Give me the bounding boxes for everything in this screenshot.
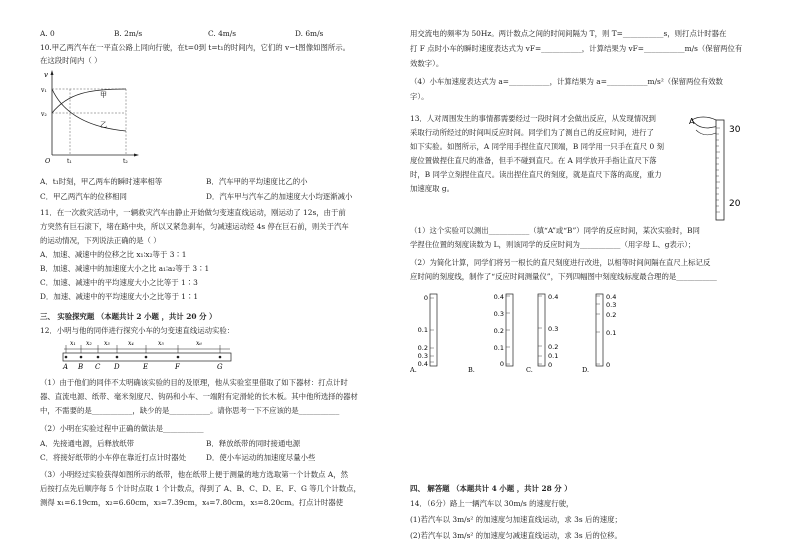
ruler-a-tick-4: 0.4: [417, 360, 428, 368]
section3-title: 三、 实验探究题 （本题共计 2 小题 ，共计 20 分 ）: [40, 312, 217, 321]
tape-dot-c: [97, 356, 100, 359]
q10-line2: 在这段时间内（ ）: [40, 56, 102, 65]
ruler-a-tick-3: 0.3: [417, 352, 428, 360]
q12-part3-line3: 测得 x₁=6.19cm，x₂=6.60cm，x₃=7.39cm，x₄=7.80cm，x₅=8.20cm。打点计时器使: [40, 498, 344, 507]
q9-option-c: C. 4m/s: [208, 29, 237, 38]
vt-graph: [40, 67, 140, 165]
ruler-d-tick-3: 0.1: [606, 329, 617, 337]
vt-y-arrow-icon: [51, 70, 54, 75]
ruler-hand-figure: [688, 114, 750, 224]
tape-seg-x6: x₆: [196, 340, 202, 347]
q10-option-d: D．汽车甲与汽车乙的加速度大小均逐渐减小: [206, 192, 353, 201]
q13-line4: 度位置做捏住直尺的准备，但手不碰到直尺。在 A 同学放开手指让直尺下落: [410, 156, 657, 165]
q13-line3: 如下实验。如图所示，A 同学用手捏住直尺顶端，B 同学用一只手在直尺 0 刻: [410, 142, 664, 151]
q10-line1: 10.甲乙两汽车在一平直公路上同向行驶，在t=0到 t=t₁的时间内，它们的 v−t图像如图所示。: [40, 43, 351, 52]
ruler-d-tick-0: 0.4: [606, 293, 617, 301]
q12-part3-cont-line3: 效数字）。: [410, 59, 444, 68]
q13-line1: 13．人对周围发生的事情都需要经过一段时间才会做出反应，从发现情况到: [410, 114, 656, 123]
ruler-mark-30: 30: [729, 125, 741, 135]
ruler-c-tick-3: 0.1: [548, 352, 559, 360]
vt-curve-yi: [52, 89, 126, 131]
q9-option-a: A. 0: [40, 29, 55, 38]
q12-part4-line1: （4）小车加速度表达式为 a=___________，计算结果为 a=___________m/s²（保留两位有效数: [410, 77, 723, 86]
vt-tick-v1: v₁: [41, 87, 47, 94]
tape-seg-x5: x₅: [158, 340, 164, 347]
vt-label-jia: 甲: [100, 91, 107, 99]
ruler-c-tick-1: 0.3: [548, 325, 559, 333]
ruler-b-label: B.: [468, 366, 475, 374]
tape-point-a: A: [63, 363, 69, 371]
tape-dot-g: [219, 356, 222, 359]
q14-line3: (2)若汽车以 3m/s² 的加速度匀减速直线运动，求 3s 后的位移。: [410, 531, 622, 540]
section4-title: 四、 解答题 （本题共计 4 小题 ，共计 28 分 ）: [410, 484, 572, 493]
q12-part3-cont-line1: 用交流电的频率为 50Hz。两计数点之间的时间间隔为 T，则 T=___________s，则打点计时器在: [410, 29, 727, 38]
ruler-c-tick-0: 0.4: [548, 293, 559, 301]
ruler-d-tick-2: 0.2: [606, 311, 617, 319]
q13-part2-line1: （2）为简化计算，同学们将另一根长的直尺刻度进行改进，以相等时间间隔在直尺上标记反: [410, 258, 711, 267]
q13-part1-line2: 学捏住位置的刻度读数为 L，则该同学的反应时间为___________（用字母 L、g表示）；: [410, 240, 696, 249]
tape-seg-x2: x₂: [86, 340, 92, 347]
tape-dot-b: [80, 356, 83, 359]
q11-line2: 方突然有巨石滚下，堵在路中央，所以又紧急刹车，匀减速运动经 4s 停在巨石前，则关于汽车: [40, 222, 349, 231]
q13-part1-line1: （1）这个实验可以测出___________（填“A”或“B”）同学的反应时间，某次实验时，B同: [410, 226, 700, 235]
ruler-options-figure: [410, 290, 764, 374]
q14-line1: 14．（6分）路上一辆汽车以 30m/s 的速度行驶，: [410, 499, 574, 508]
q12-part1-line3: 中，不需要的是___________，缺少的是___________。请你思考一下不应该的是___________: [40, 406, 340, 415]
tape-seg-x3: x₃: [104, 340, 110, 347]
q12-intro: 12．小明与他的同伴进行探究小车的匀变速直线运动实验：: [40, 326, 235, 335]
tape-seg-x1: x₁: [70, 340, 76, 347]
ruler-c-tick-2: 0.2: [548, 343, 559, 351]
ruler-option-a: [410, 294, 437, 374]
tape-seg-x4: x₄: [128, 340, 134, 347]
ruler-option-c: [526, 293, 558, 374]
tape-point-b: B: [78, 363, 84, 371]
q11-option-d: D．加速、减速中的平均速度大小之比等于 1∶1: [40, 292, 199, 301]
ruler-d-label: D.: [582, 366, 590, 374]
q11-option-a: A．加速、减速中的位移之比 x₁∶x₂等于 3∶1: [40, 250, 187, 259]
q13-line5: 时，B 同学立刻捏住直尺。读出捏住直尺的刻度，就是直尺下落的高度，重力: [410, 170, 662, 179]
q13-line2: 采取行动所经过的时间叫反应时间。同学们为了测自己的反应时间，进行了: [410, 128, 654, 137]
ruler-b-tick-1: 0.3: [493, 310, 504, 318]
vt-curve-jia: [52, 89, 126, 113]
ruler-option-d: [582, 293, 616, 374]
hand-label-a: A: [689, 117, 695, 126]
ruler-a-tick-0: 0: [423, 294, 428, 302]
ruler-c-tick-4: 0: [548, 361, 553, 369]
tape-point-d: D: [114, 363, 120, 371]
ruler-a-tick-1: 0.1: [417, 326, 428, 334]
vt-label-yi: 乙: [100, 121, 107, 129]
q11-option-b: B．加速、减速中的加速度大小之比 a₁∶a₂等于 3∶1: [40, 264, 210, 273]
ruler-a-label: A.: [410, 366, 417, 374]
vt-tick-t2: t₂: [123, 158, 128, 165]
tape-point-f: F: [175, 363, 180, 371]
q12-part2-option-b: B．释放纸带的同时接通电源: [206, 439, 301, 448]
vt-x-arrow-icon: [134, 154, 139, 157]
ruler-b-tick-4: 0: [499, 360, 504, 368]
vt-tick-t1: t₁: [67, 158, 72, 165]
ruler-d-tick-4: 0: [606, 361, 611, 369]
q12-part3-line1: （3）小明经过实验获得如图所示的纸带，他在纸带上便于测量的地方选取第一个计数点 A，然: [40, 470, 349, 479]
ruler-b-tick-0: 0.4: [493, 293, 504, 301]
ruler-b-tick-3: 0.1: [493, 344, 504, 352]
q14-line2: (1)若汽车以 3m/s² 的加速度匀加速直线运动，求 3s 后的速度；: [410, 515, 622, 524]
ruler-b-tick-2: 0.2: [493, 327, 504, 335]
tape-dot-f: [177, 356, 180, 359]
ruler-c-label: C.: [526, 366, 533, 374]
q9-option-b: B. 2m/s: [114, 29, 143, 38]
q12-part3-cont-line2: 打 F 点时小车的瞬时速度表达式为 vF=___________，计算结果为 vF=___________m/s（保留两位有: [410, 44, 743, 53]
ruler-a-tick-2: 0.2: [417, 344, 428, 352]
q12-part2-title: （2）小明在实验过程中正确的做法是___________: [40, 424, 204, 433]
q12-part1-line1: （1）由于他们的同伴不太明确该实验的目的及原理，他从实验室里借取了如下器材：打点计时: [40, 378, 348, 387]
q12-part1-line2: 器、直流电源、纸带、毫米刻度尺、钩码和小车、一端附有定滑轮的长木板。其中他所选择的器材: [40, 392, 358, 401]
q12-part2-option-d: D．使小车运动的加速度尽量小些: [206, 453, 316, 462]
ruler-mark-20: 20: [729, 199, 741, 209]
tape-point-c: C: [95, 363, 101, 371]
q12-part3-line2: 后按打点先后顺序每 5 个计时点取 1 个计数点，得到了 A、B、C、D、E、F、G 等几个计数点，: [40, 484, 361, 493]
tape-point-e: E: [143, 363, 149, 371]
q11-option-c: C．加速、减速中的平均速度大小之比等于 1∶3: [40, 278, 198, 287]
q11-line3: 的运动情况，下列说法正确的是（ ）: [40, 236, 161, 245]
paper-tape-figure: [62, 337, 232, 371]
q10-option-c: C．甲乙两汽车的位移相同: [40, 192, 127, 201]
tape-dot-a: [65, 356, 68, 359]
q12-part2-option-c: C．将接好纸带的小车停在靠近打点计时器处: [40, 453, 187, 462]
q10-option-b: B．汽车甲的平均速度比乙的小: [206, 177, 308, 186]
q13-part2-line2: 应时间的刻度线，制作了“反应时间测量仪”，下列四幅图中刻度线标度最合理的是___________: [410, 272, 717, 281]
q13-line6: 加速度取 g。: [410, 184, 455, 193]
vt-y-label: v: [44, 71, 48, 79]
vt-origin-label: O: [45, 157, 51, 165]
q11-line1: 11．在一次救灾活动中，一辆救灾汽车由静止开始做匀变速直线运动，刚运动了 12s，由于前: [40, 208, 346, 217]
vt-tick-v2: v₂: [41, 111, 47, 118]
q12-part4-line2: 字）。: [410, 92, 429, 101]
ruler-d-tick-1: 0.3: [606, 301, 617, 309]
q9-option-d: D. 6m/s: [295, 29, 324, 38]
q12-part2-option-a: A．先接通电源，后释放纸带: [40, 439, 135, 448]
hand-fingers-icon: [696, 130, 718, 135]
q10-option-a: A．t₁时刻，甲乙两车的瞬时速率相等: [40, 177, 163, 186]
tape-dot-d: [116, 356, 119, 359]
ruler-option-b: [468, 293, 513, 374]
tape-dot-e: [145, 356, 148, 359]
tape-point-g: G: [217, 363, 223, 371]
